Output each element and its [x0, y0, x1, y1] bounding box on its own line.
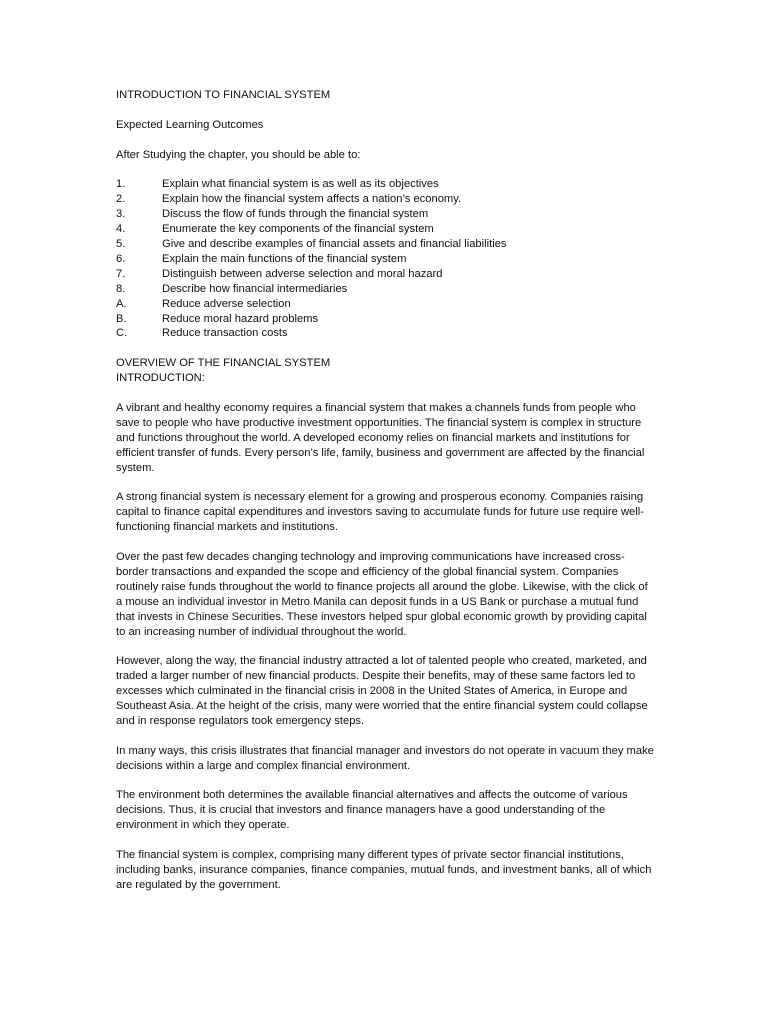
intro-line: After Studying the chapter, you should be able to: — [116, 148, 361, 161]
list-item-number: 4. — [116, 223, 126, 236]
body-paragraph: In many ways, this crisis illustrates that financial manager and investors do not operate in vacuum they make decisions within a large and complex financial environment. — [116, 744, 654, 772]
list-item — [116, 267, 656, 282]
list-item-text: Enumerate the key components of the financial system — [162, 223, 434, 236]
list-item — [116, 177, 656, 192]
document-body — [116, 88, 656, 908]
list-item-number: 6. — [116, 252, 126, 265]
list-item — [116, 192, 656, 207]
list-item-number: 3. — [116, 208, 126, 221]
body-paragraph: However, along the way, the financial industry attracted a lot of talented people who created, marketed, and traded a larger number of new financial products. Despite their benefits, may of these same factors led to excesses which culminated in the financial crisis in 2008 in the United States of America, in Europe and Southeast Asia. At the height of the crisis, many were worried that the entire financial system could collapse and in response regulators took emergency steps. — [116, 655, 648, 727]
list-item — [116, 282, 656, 297]
section-heading: OVERVIEW OF THE FINANCIAL SYSTEM — [116, 357, 331, 370]
body-paragraph: A strong financial system is necessary element for a growing and prosperous economy. Companies raising capital to finance capital expenditures and investors saving to accumulate funds for future use require well-functioning financial markets and institutions. — [116, 491, 644, 534]
learning-outcomes-heading: Expected Learning Outcomes — [116, 118, 264, 131]
list-item-text: Explain how the financial system affects a nation’s economy. — [162, 193, 462, 206]
list-item — [116, 297, 656, 312]
list-item-text: Describe how financial intermediaries — [162, 282, 348, 295]
document-title: INTRODUCTION TO FINANCIAL SYSTEM — [116, 89, 331, 101]
list-item — [116, 326, 656, 341]
list-item-number: 7. — [116, 267, 126, 280]
list-item-number: C. — [116, 327, 128, 340]
list-item-text: Explain what financial system is as well as its objectives — [162, 178, 439, 191]
list-item-number: 5. — [116, 238, 126, 251]
body-paragraph: The environment both determines the available financial alternatives and affects the outcome of various decisions. Thus, it is crucial that investors and finance managers have a good understanding of the environment in which they operate. — [116, 789, 628, 832]
section-subheading: INTRODUCTION: — [116, 372, 205, 385]
list-item — [116, 237, 656, 252]
list-item-text: Explain the main functions of the financial system — [162, 252, 407, 265]
list-item-number: B. — [116, 312, 127, 325]
list-item — [116, 312, 656, 327]
body-paragraph: The financial system is complex, comprising many different types of private sector financial institutions, including banks, insurance companies, finance companies, mutual funds, and investment banks, all of which are regulated by the government. — [116, 849, 652, 891]
list-item-text: Reduce transaction costs — [162, 327, 288, 340]
list-item-text: Reduce adverse selection — [162, 297, 291, 310]
list-item — [116, 207, 656, 222]
list-item-text: Distinguish between adverse selection and moral hazard — [162, 267, 443, 280]
list-item-text: Reduce moral hazard problems — [162, 312, 319, 325]
list-item — [116, 252, 656, 267]
outcomes-list — [116, 177, 656, 341]
body-paragraph: A vibrant and healthy economy requires a financial system that makes a channels funds from people who save to people who have productive investment opportunities. The financial system is complex in structure and functions throughout the world. A developed economy relies on financial markets and institutions for efficient transfer of funds. Every person’s life, family, business and government are affected by the financial system. — [116, 401, 645, 474]
list-item-number: 8. — [116, 282, 126, 295]
list-item — [116, 222, 656, 237]
list-item-number: 2. — [116, 193, 126, 206]
list-item-text: Give and describe examples of financial assets and financial liabilities — [162, 238, 507, 251]
list-item-text: Discuss the flow of funds through the financial system — [162, 208, 429, 221]
list-item-number: A. — [116, 297, 127, 310]
body-paragraph: Over the past few decades changing technology and improving communications have increased cross-border transactions and expanded the scope and efficiency of the global financial system. Companies routinely raise funds throughout the world to finance projects all around the globe. Likewise, with the click of a mouse an individual investor in Metro Manila can deposit funds in a US Bank or purchase a mutual fund that invests in Chinese Securities. These investors helped spur global economic growth by providing capital to an increasing number of individual throughout the world. — [116, 550, 648, 638]
list-item-number: 1. — [116, 178, 126, 191]
